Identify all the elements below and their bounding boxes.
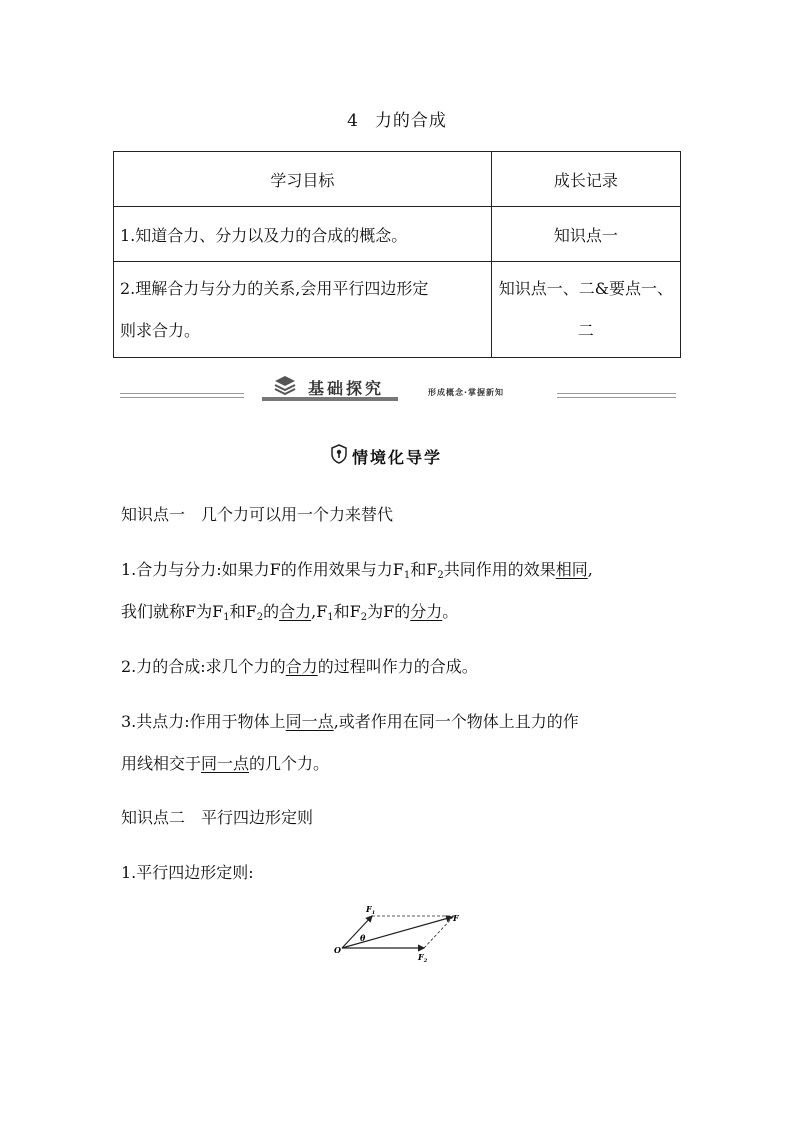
section-banner bbox=[120, 373, 676, 403]
text-run: ,F bbox=[311, 602, 328, 621]
text-run: 用线相交于 bbox=[121, 754, 202, 773]
shield-icon bbox=[330, 444, 348, 464]
banner-tab bbox=[262, 375, 398, 401]
kp2-heading: 知识点二 平行四边形定则 bbox=[121, 808, 314, 827]
resultant-vector bbox=[342, 917, 452, 948]
origin-label: O bbox=[334, 945, 341, 955]
table-row bbox=[114, 207, 681, 262]
kp1-item1-line1 bbox=[121, 557, 593, 581]
banner-rule-right bbox=[557, 393, 676, 398]
subscript: 2 bbox=[437, 570, 444, 581]
text-run: 3.共点力:作用于物体上 bbox=[121, 712, 286, 731]
goal-cell: 1.知道合力、分力以及力的合成的概念。 bbox=[114, 207, 492, 262]
subscript: 1 bbox=[327, 612, 334, 623]
goal-line: 2.理解合力与分力的关系,会用平行四边形定 bbox=[120, 278, 429, 298]
text-run: 的 bbox=[263, 602, 280, 621]
subscript: 1 bbox=[223, 612, 230, 623]
text-run: 2.力的合成:求几个力的 bbox=[121, 657, 286, 676]
record-cell: 知识点一 bbox=[491, 207, 680, 262]
goal-line: 则求合力。 bbox=[120, 320, 201, 340]
kp1-item1-line2 bbox=[121, 599, 458, 623]
text-run: 和F bbox=[333, 602, 361, 621]
fill-blank: 同一点 bbox=[201, 754, 250, 773]
text-run: , bbox=[587, 560, 593, 579]
f1-label bbox=[365, 904, 375, 916]
banner-title: 基础探究 bbox=[308, 379, 385, 398]
kp2-item1: 1.平行四边形定则: bbox=[121, 863, 254, 882]
banner-rule-left bbox=[120, 393, 244, 398]
fill-blank: 合力 bbox=[285, 657, 318, 676]
f1-letter: F bbox=[366, 904, 372, 914]
theta-label: θ bbox=[360, 933, 366, 943]
section-heading-text: 情境化导学 bbox=[352, 448, 443, 467]
kp1-heading: 知识点一 几个力可以用一个力来替代 bbox=[121, 505, 394, 524]
f2-letter: F bbox=[418, 952, 424, 962]
text-run: 1.合力与分力:如果力F的作用效果与力F bbox=[121, 560, 404, 579]
parallelogram-diagram bbox=[332, 898, 472, 968]
text-run: ,或者作用在同一个物体上且力的作 bbox=[333, 712, 579, 731]
kp1-item2 bbox=[121, 654, 478, 677]
text-run: 。 bbox=[442, 602, 459, 621]
layers-icon bbox=[274, 374, 296, 396]
record-cell bbox=[491, 262, 680, 358]
column-header-goals: 学习目标 bbox=[114, 152, 492, 207]
section-title: 力的合成 bbox=[374, 111, 447, 131]
text-run: 和F bbox=[410, 560, 438, 579]
text-run: 我们就称F为F bbox=[121, 602, 224, 621]
resultant-label: F bbox=[453, 913, 459, 923]
table-row bbox=[114, 262, 681, 358]
text-run: 和F bbox=[229, 602, 257, 621]
fill-blank: 合力 bbox=[279, 602, 312, 621]
f2-subscript: 2 bbox=[423, 958, 428, 964]
subscript: 2 bbox=[256, 612, 264, 623]
banner-subtitle: 形成概念·掌握新知 bbox=[428, 388, 505, 397]
kp1-item3-line2 bbox=[121, 751, 329, 774]
page-title bbox=[0, 106, 794, 131]
goal-cell bbox=[114, 262, 492, 358]
fill-blank: 分力 bbox=[410, 602, 443, 621]
record-line: 二 bbox=[577, 320, 594, 340]
kp1-item3-line1 bbox=[121, 709, 579, 732]
subscript: 2 bbox=[360, 612, 368, 623]
subscript: 1 bbox=[403, 570, 411, 581]
fill-blank: 相同 bbox=[555, 560, 588, 579]
table-header-row bbox=[114, 152, 681, 207]
text-run: 的几个力。 bbox=[249, 754, 330, 773]
text-run: 为F的 bbox=[367, 602, 411, 621]
f2-label bbox=[417, 952, 428, 964]
column-header-records: 成长记录 bbox=[491, 152, 680, 207]
section-number: 4 bbox=[347, 111, 359, 131]
text-run: 的过程叫作力的合成。 bbox=[317, 657, 478, 676]
fill-blank: 同一点 bbox=[285, 712, 334, 731]
record-line: 知识点一、二&要点一、 bbox=[498, 278, 673, 298]
text-run: 共同作用的效果 bbox=[443, 560, 556, 579]
learning-goals-table bbox=[113, 151, 681, 358]
f1-subscript: 1 bbox=[371, 910, 376, 916]
